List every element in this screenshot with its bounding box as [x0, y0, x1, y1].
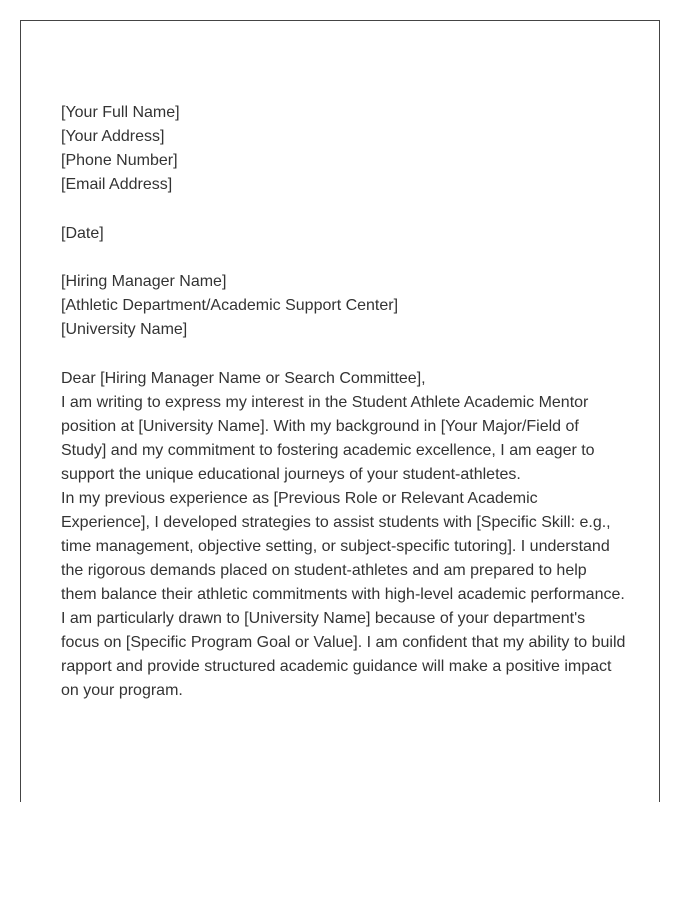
sender-address: [Your Address] [61, 128, 165, 145]
sender-email: [Email Address] [61, 176, 173, 193]
body-paragraph-experience: In my previous experience as [Previous Role or Relevant Academic Experience], I developed strategies to assist students with [Specific Skill: e.g., time management, objective setting, or subject-specific tutoring]. I understand the rigorous demands placed on student-athletes and am prepared to help them balance their athletic commitments with high-level academic performance. [61, 490, 625, 603]
body-paragraph-motivation: I am particularly drawn to [University Name] because of your department's focus on [Specific Program Goal or Value]. I am confident that my ability to build rapport and provide structured academic guidance will make a positive impact on your program. [61, 610, 626, 699]
recipient-name: [Hiring Manager Name] [61, 273, 227, 290]
recipient-department: [Athletic Department/Academic Support Center] [61, 297, 399, 314]
sender-phone: [Phone Number] [61, 152, 178, 169]
body-paragraph-intro: I am writing to express my interest in the Student Athlete Academic Mentor position at [University Name]. With my background in [Your Major/Field of Study] and my commitment to fostering academic excellence, I am eager to support the unique educational journeys of your student-athletes. [61, 394, 595, 483]
date-block [61, 222, 626, 246]
letter-content [61, 101, 626, 703]
recipient-block [61, 270, 626, 342]
salutation: Dear [Hiring Manager Name or Search Committee], [61, 370, 426, 387]
sender-block [61, 101, 626, 197]
letter-page [20, 20, 660, 802]
recipient-university: [University Name] [61, 321, 188, 338]
letter-date: [Date] [61, 225, 104, 242]
salutation-block [61, 367, 626, 391]
sender-name: [Your Full Name] [61, 104, 180, 121]
